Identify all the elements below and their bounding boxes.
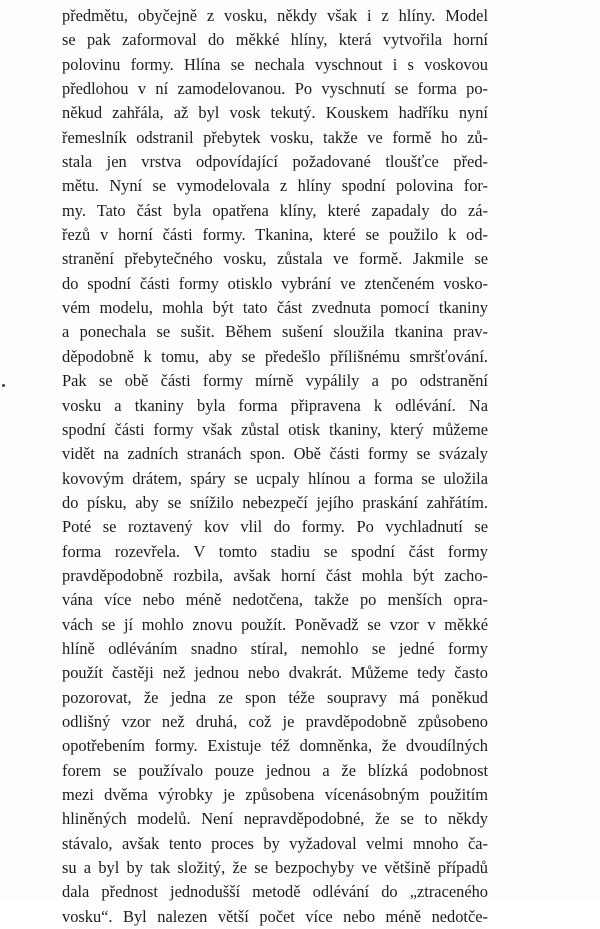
text-line: se pak zaformoval do měkké hlíny, která vytvořila horní — [62, 30, 488, 50]
text-line: spodní části formy však zůstal otisk tkaniny, který můžeme — [62, 419, 488, 439]
text-line: do spodní části formy otisklo vybrání ve ztenčeném vosko- — [62, 273, 488, 293]
text-line: předmětu, obyčejně z vosku, někdy však i z hlíny. Model — [62, 6, 488, 25]
text-column — [62, 4, 488, 929]
text-line: hliněných modelů. Není nepravděpodobné, že se to někdy — [62, 809, 488, 829]
text-line: řemeslník odstranil přebytek vosku, takže ve formě ho zů- — [62, 127, 488, 147]
text-line: vidět na zadních stranách spon. Obě části formy se svázaly — [62, 444, 488, 464]
text-line: hlíně odléváním snadno stíral, nemohlo se jedné formy — [62, 638, 488, 658]
text-line: do písku, aby se snížilo nebezpečí jejího praskání zahřátím. — [62, 492, 488, 512]
text-line: stala jen vrstva odpovídající požadované tloušťce před- — [62, 152, 488, 172]
text-line: odlišný vzor než druhá, což je pravděpodobně způsobeno — [62, 711, 488, 731]
text-line: mětu. Nyní se vymodelovala z hlíny spodní polovina for- — [62, 176, 488, 196]
text-line: a ponechala se sušit. Během sušení sloužila tkanina prav- — [62, 322, 488, 342]
text-line: polovinu formy. Hlína se nechala vyschnout i s voskovou — [62, 54, 488, 74]
text-line: forma rozevřela. V tomto stadiu se spodní část formy — [62, 541, 488, 561]
text-line: vém modelu, mohla být tato část zvednuta pomocí tkaniny — [62, 298, 488, 318]
text-line: použít častěji než jednou nebo dvakrát. Můžeme tedy často — [62, 663, 488, 683]
text-line: vách se jí mohlo znovu použít. Poněvadž se vzor v měkké — [62, 614, 488, 634]
margin-mark — [2, 384, 5, 387]
text-line: Poté se roztavený kov vlil do formy. Po vychladnutí se — [62, 517, 488, 537]
text-line: opotřebením formy. Existuje též domněnka, že dvoudílných — [62, 736, 488, 756]
text-line: pravděpodobně rozbila, avšak horní část mohla být zacho- — [62, 565, 488, 585]
text-line: vosku“. Byl nalezen větší počet více nebo méně nedotče- — [62, 906, 488, 926]
text-line: su a byl by tak složitý, že se bezpochyby ve většině případů — [62, 858, 488, 878]
text-line: kovovým drátem, spáry se ucpaly hlínou a forma se uložila — [62, 468, 488, 488]
text-line: stranění přebytečného vosku, zůstala ve formě. Jakmile se — [62, 249, 488, 269]
text-line: mezi dvěma výrobky je způsobena vícenásobným použitím — [62, 785, 488, 804]
text-line: Pak se obě části formy mírně vypálily a po odstranění — [62, 371, 488, 391]
text-line: řezů v horní části formy. Tkanina, které se použilo k od- — [62, 225, 488, 245]
text-line: forem se používalo pouze jednou a že blízká podobnost — [62, 760, 488, 780]
text-line: předlohou v ní zamodelovanou. Po vyschnutí se forma po- — [62, 79, 488, 99]
text-line: stávalo, avšak tento proces by vyžadoval velmi mnoho ča- — [62, 833, 488, 853]
text-line: vána více nebo méně nedotčena, takže po menších opra- — [62, 590, 488, 610]
text-line: někud zahřála, až byl vosk tekutý. Kouskem hadříku nyní — [62, 103, 488, 123]
text-line: my. Tato část byla opatřena klíny, které zapadaly do zá- — [62, 200, 488, 220]
text-line: vosku a tkaniny byla forma připravena k odlévání. Na — [62, 395, 488, 415]
text-line: děpodobně k tomu, aby se předešlo přílišnému smršťování. — [62, 346, 488, 366]
text-line: dala přednost jednodušší metodě odlévání do „ztraceného — [62, 882, 488, 902]
text-line: pozorovat, že jedna ze spon téže soupravy má poněkud — [62, 687, 488, 707]
